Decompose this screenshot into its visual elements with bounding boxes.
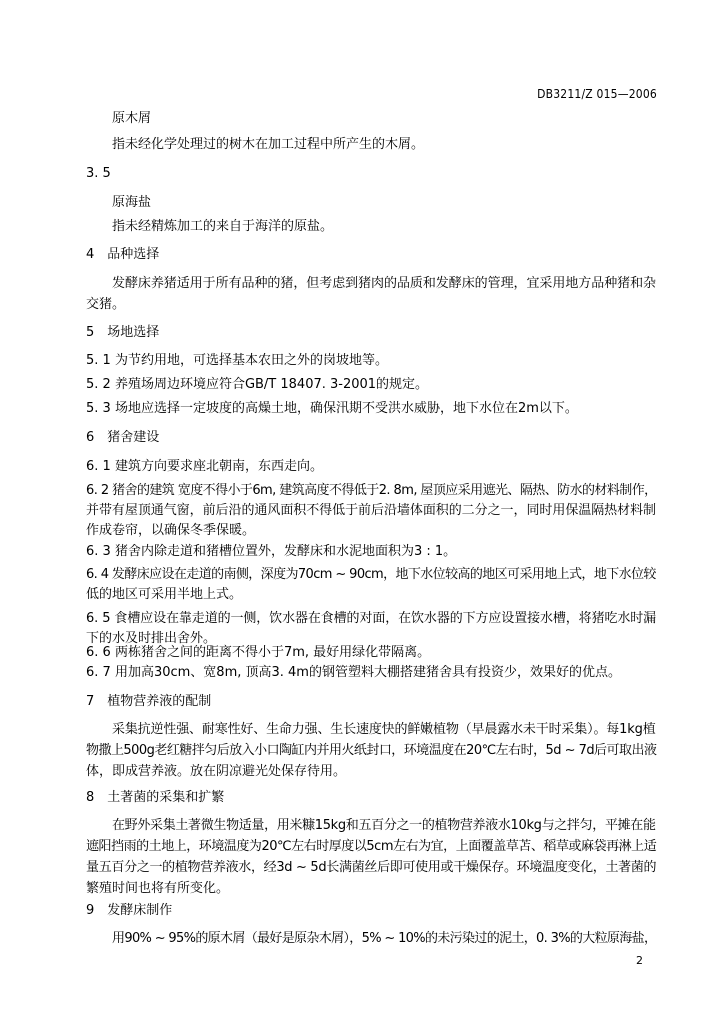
paragraph-line: 采集抗逆性强、耐寒性好、生命力强、生长速度快的鲜嫩植物（早晨露水未干时采集）。每1kg植 [112, 722, 656, 737]
clause-line: 6. 2 猪舍的建筑 宽度不得小于6m, 建筑高度不得低于2. 8m, 屋顶应采用遮光、隔热、防水的材料制作， [86, 483, 657, 498]
clause-line: 并带有屋顶通气窗，前后沿的通风面积不得低于前后沿墙体面积的二分之一，同时用保温隔热材料制 [86, 503, 657, 518]
clause-line: 6. 3 猪舍内除走道和猪槽位置外，发酵床和水泥地面积为3 : 1。 [86, 544, 457, 559]
clause-line: 6. 5 食槽应设在靠走道的一侧，饮水器在食槽的对面，在饮水器的下方应设置接水槽，将猪吃水时漏 [86, 611, 657, 626]
clause-line: 5. 1 为节约用地，可选择基本农田之外的岗坡地等。 [86, 353, 388, 368]
paragraph-line: 量五百分之一的植物营养液水，经3d ~ 5d长满菌丝后即可使用或干燥保存。环境温度变化，土著菌的 [86, 860, 657, 875]
paragraph-line: 物撒上500g老红糖拌匀后放入小口陶缸内并用火纸封口，环境温度在20℃左右时，5d ~ 7d后可取出液 [86, 743, 657, 758]
paragraph-line: 在野外采集土著微生物适量，用米糠15kg和五百分之一的植物营养液水10kg与之拌匀，平摊在能 [112, 818, 656, 833]
definition-text: 指未经化学处理过的树木在加工过程中所产生的木屑。 [112, 137, 425, 152]
paragraph-line: 遮阳挡雨的土地上，环境温度为20℃左右时厚度以5cm左右为宜，上面覆盖草苫、稻草或麻袋再淋上适 [86, 839, 657, 854]
paragraph-line: 用90% ~ 95%的原木屑（最好是原杂木屑），5% ~ 10%的未污染过的泥土，0. 3%的大粒原海盐， [112, 931, 657, 946]
clause-line: 6. 7 用加高30cm、宽8m, 顶高3. 4m的钢管塑料大棚搭建猪舍具有投资少，效果好的优点。 [86, 665, 621, 680]
clause-number: 3. 5 [86, 166, 111, 181]
section-heading: 5 场地选择 [86, 325, 160, 340]
section-heading: 7 植物营养液的配制 [86, 694, 212, 709]
paragraph-line: 发酵床养猪适用于所有品种的猪，但考虑到猪肉的品质和发酵床的管理，宜采用地方品种猪和杂 [112, 276, 657, 291]
clause-line: 6. 1 建筑方向要求座北朝南，东西走向。 [86, 459, 323, 474]
section-heading: 6 猪舍建设 [86, 430, 160, 445]
paragraph-line: 交猪。 [86, 297, 126, 312]
paragraph-line: 繁殖时间也将有所变化。 [86, 881, 230, 896]
page-number: 2 [636, 954, 643, 967]
clause-line: 下的水及时排出舍外。 [86, 631, 217, 646]
section-heading: 8 土著菌的采集和扩繁 [86, 790, 225, 805]
term-title: 原木屑 [112, 111, 152, 126]
clause-line: 5. 2 养殖场周边环境应符合GB/T 18407. 3-2001的规定。 [86, 377, 429, 392]
clause-line: 6. 4 发酵床应设在走道的南侧，深度为70cm ~ 90cm，地下水位较高的地区可采用地上式，地下水位较 [86, 567, 656, 582]
clause-line: 6. 6 两栋猪舍之间的距离不得小于7m, 最好用绿化带隔离。 [86, 645, 431, 660]
paragraph-line: 体，即成营养液。放在阴凉避光处保存待用。 [86, 764, 347, 779]
section-heading: 9 发酵床制作 [86, 903, 173, 918]
clause-line: 低的地区可采用半地上式。 [86, 587, 243, 602]
clause-line: 5. 3 场地应选择一定坡度的高燥土地，确保汛期不受洪水威胁，地下水位在2m以下。 [86, 401, 578, 416]
definition-text: 指未经精炼加工的来自于海洋的原盐。 [112, 219, 334, 234]
section-heading: 4 品种选择 [86, 247, 160, 262]
document-id: DB3211/Z 015—2006 [537, 87, 657, 101]
term-title: 原海盐 [112, 195, 152, 210]
clause-line: 作成卷帘，以确保冬季保暖。 [86, 523, 256, 538]
